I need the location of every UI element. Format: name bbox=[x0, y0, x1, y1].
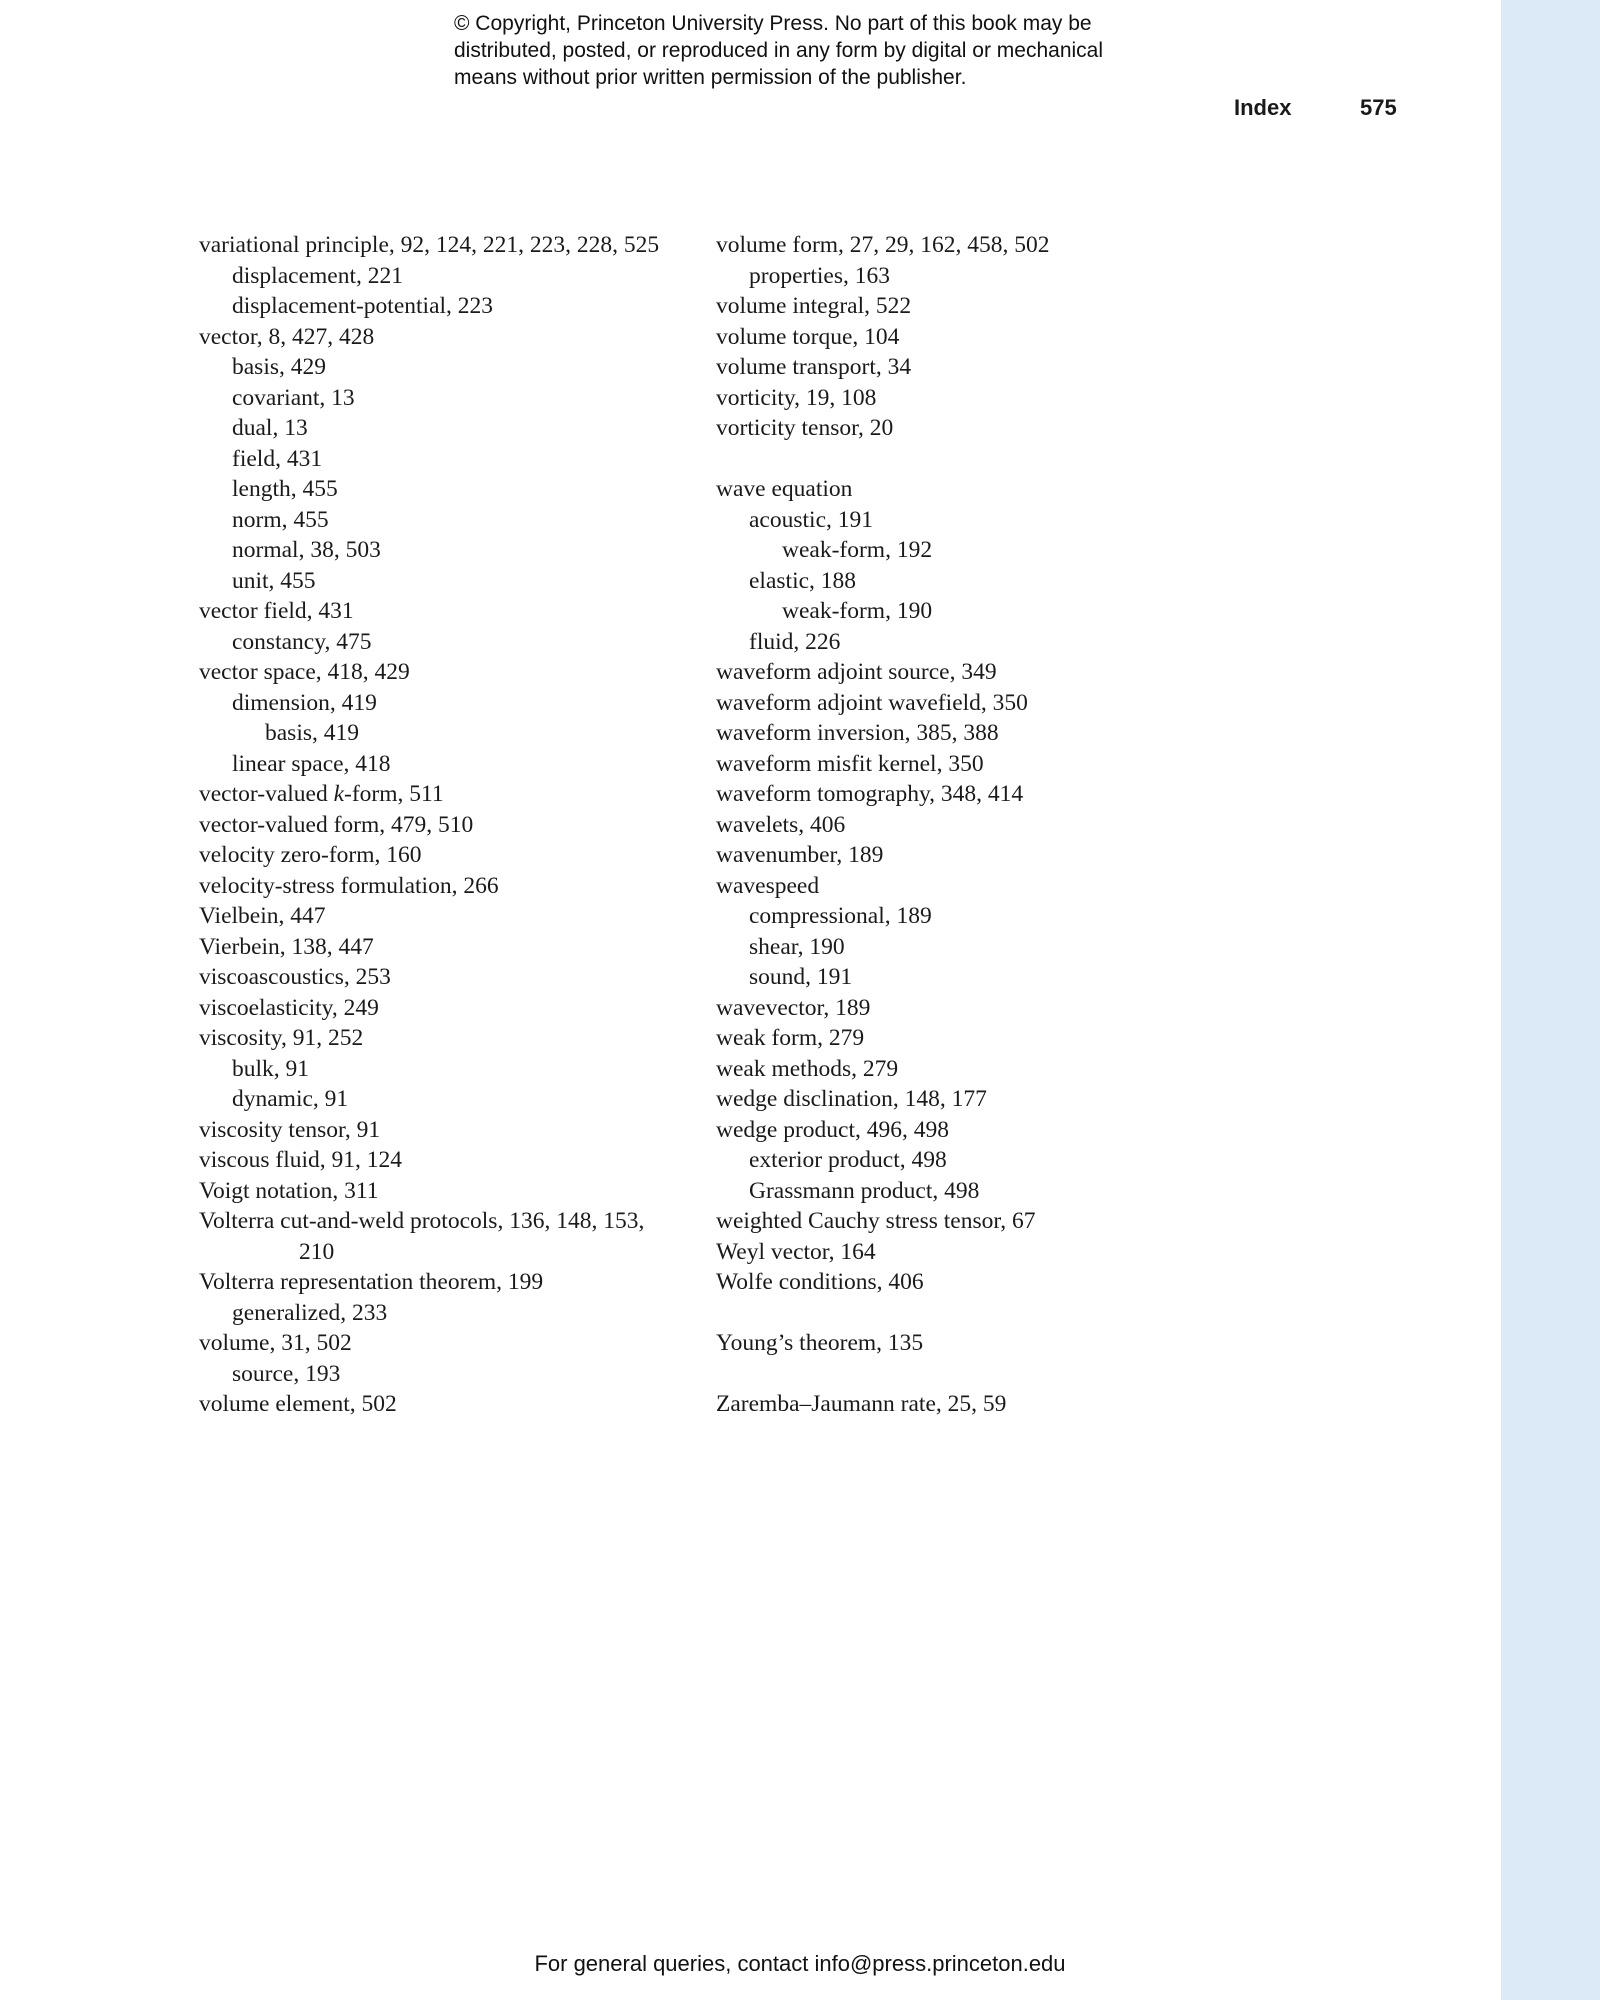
index-entry: waveform adjoint wavefield, 350 bbox=[716, 689, 1028, 716]
index-entry: Volterra cut-and-weld protocols, 136, 148, 153, bbox=[199, 1208, 645, 1234]
index-entry: wavelets, 406 bbox=[716, 811, 846, 838]
index-subentry: linear space, 418 bbox=[232, 750, 391, 777]
page-margin-sidebar bbox=[1501, 0, 1600, 2000]
index-entry: Vielbein, 447 bbox=[199, 903, 326, 929]
index-entry: Zaremba–Jaumann rate, 25, 59 bbox=[716, 1391, 1007, 1417]
index-column-left bbox=[199, 230, 689, 1420]
index-entry: viscosity, 91, 252 bbox=[199, 1025, 364, 1051]
index-subentry: fluid, 226 bbox=[749, 628, 841, 655]
running-head-section: Index bbox=[1234, 95, 1292, 120]
index-entry: Weyl vector, 164 bbox=[716, 1238, 876, 1265]
index-entry: waveform tomography, 348, 414 bbox=[716, 781, 1024, 807]
index-entry: waveform misfit kernel, 350 bbox=[716, 750, 984, 777]
index-entry: volume, 31, 502 bbox=[199, 1330, 352, 1356]
index-subentry: basis, 429 bbox=[232, 354, 326, 380]
index-subentry: properties, 163 bbox=[749, 262, 890, 289]
index-subentry: generalized, 233 bbox=[232, 1299, 388, 1326]
index-subentry: elastic, 188 bbox=[749, 567, 857, 594]
index-entry: weighted Cauchy stress tensor, 67 bbox=[716, 1208, 1036, 1234]
index-entry: vector-valued form, 479, 510 bbox=[199, 811, 474, 838]
index-subentry: length, 455 bbox=[232, 476, 338, 502]
index-entry: wavenumber, 189 bbox=[716, 842, 884, 868]
index-letter-gap bbox=[716, 444, 1166, 475]
index-subentry: bulk, 91 bbox=[232, 1055, 310, 1082]
index-entry bbox=[199, 779, 689, 810]
index-entry: viscosity tensor, 91 bbox=[199, 1116, 381, 1143]
copyright-notice bbox=[454, 10, 1174, 91]
index-entry: viscous fluid, 91, 124 bbox=[199, 1147, 403, 1173]
index-subentry: dynamic, 91 bbox=[232, 1086, 349, 1112]
index-entry: volume element, 502 bbox=[199, 1391, 397, 1417]
index-letter-gap bbox=[716, 1298, 1166, 1329]
index-entry: wave equation bbox=[716, 476, 853, 502]
index-entry: waveform inversion, 385, 388 bbox=[716, 720, 999, 746]
index-subentry: displacement, 221 bbox=[232, 262, 403, 289]
index-entry: wedge product, 496, 498 bbox=[716, 1116, 949, 1143]
index-subentry: norm, 455 bbox=[232, 506, 329, 533]
index-subentry: dual, 13 bbox=[232, 415, 308, 441]
footer-contact bbox=[0, 1951, 1600, 1977]
index-subentry: acoustic, 191 bbox=[749, 506, 873, 533]
index-entry: viscoelasticity, 249 bbox=[199, 994, 379, 1021]
copyright-line-3: means without prior written permission of the publisher. bbox=[454, 66, 967, 89]
index-entry: volume integral, 522 bbox=[716, 293, 912, 319]
index-entry-text: vector-valued bbox=[199, 781, 334, 807]
index-entry: Vierbein, 138, 447 bbox=[199, 933, 374, 960]
index-entry: volume form, 27, 29, 162, 458, 502 bbox=[716, 232, 1050, 258]
index-subentry: Grassmann product, 498 bbox=[749, 1177, 980, 1204]
index-entry: Wolfe conditions, 406 bbox=[716, 1269, 924, 1295]
index-entry: vector space, 418, 429 bbox=[199, 659, 410, 685]
index-subentry: dimension, 419 bbox=[232, 689, 377, 716]
index-entry: Young’s theorem, 135 bbox=[716, 1330, 924, 1356]
index-entry-italic: k bbox=[333, 781, 345, 807]
page-number: 575 bbox=[1360, 95, 1397, 120]
index-subentry: compressional, 189 bbox=[749, 903, 932, 929]
index-entry: variational principle, 92, 124, 221, 223, 228, 525 bbox=[199, 232, 660, 258]
index-subentry: weak-form, 192 bbox=[782, 537, 933, 563]
copyright-line-1: © Copyright, Princeton University Press. No part of this book may be bbox=[454, 12, 1092, 35]
index-entry: viscoascoustics, 253 bbox=[199, 964, 391, 990]
index-subentry: shear, 190 bbox=[749, 933, 845, 960]
index-entry: velocity-stress formulation, 266 bbox=[199, 872, 499, 899]
index-subentry: unit, 455 bbox=[232, 567, 316, 594]
index-entry: vector, 8, 427, 428 bbox=[199, 323, 375, 350]
copyright-line-2: distributed, posted, or reproduced in any form by digital or mechanical bbox=[454, 39, 1104, 62]
index-subentry: weak-form, 190 bbox=[782, 598, 933, 624]
index-subentry: exterior product, 498 bbox=[749, 1147, 947, 1173]
index-entry: vector field, 431 bbox=[199, 598, 354, 624]
index-subentry: basis, 419 bbox=[265, 720, 359, 746]
index-entry: vorticity tensor, 20 bbox=[716, 415, 894, 441]
footer-text: For general queries, contact info@press.princeton.edu bbox=[534, 1951, 1066, 1976]
index-entry: volume torque, 104 bbox=[716, 323, 900, 350]
index-subentry: normal, 38, 503 bbox=[232, 537, 381, 563]
index-entry: Voigt notation, 311 bbox=[199, 1177, 379, 1204]
index-entry-text: -form, 511 bbox=[344, 781, 444, 807]
index-entry: volume transport, 34 bbox=[716, 354, 912, 380]
index-entry: waveform adjoint source, 349 bbox=[716, 659, 997, 685]
index-entry: weak methods, 279 bbox=[716, 1055, 899, 1082]
index-letter-gap bbox=[716, 1359, 1166, 1390]
index-subentry: source, 193 bbox=[232, 1360, 341, 1387]
index-entry: Volterra representation theorem, 199 bbox=[199, 1269, 544, 1295]
index-entry: velocity zero-form, 160 bbox=[199, 842, 422, 868]
index-subentry: covariant, 13 bbox=[232, 384, 355, 411]
index-entry: wavevector, 189 bbox=[716, 994, 871, 1021]
index-column-right bbox=[716, 230, 1166, 1420]
index-entry: wedge disclination, 148, 177 bbox=[716, 1086, 987, 1112]
index-subentry: 210 bbox=[299, 1238, 335, 1265]
index-entry: vorticity, 19, 108 bbox=[716, 384, 877, 411]
index-subentry: constancy, 475 bbox=[232, 628, 372, 655]
index-subentry: displacement-potential, 223 bbox=[232, 293, 494, 319]
index-entry: weak form, 279 bbox=[716, 1025, 865, 1051]
index-entry: wavespeed bbox=[716, 872, 820, 899]
index-subentry: sound, 191 bbox=[749, 964, 853, 990]
index-subentry: field, 431 bbox=[232, 445, 323, 472]
